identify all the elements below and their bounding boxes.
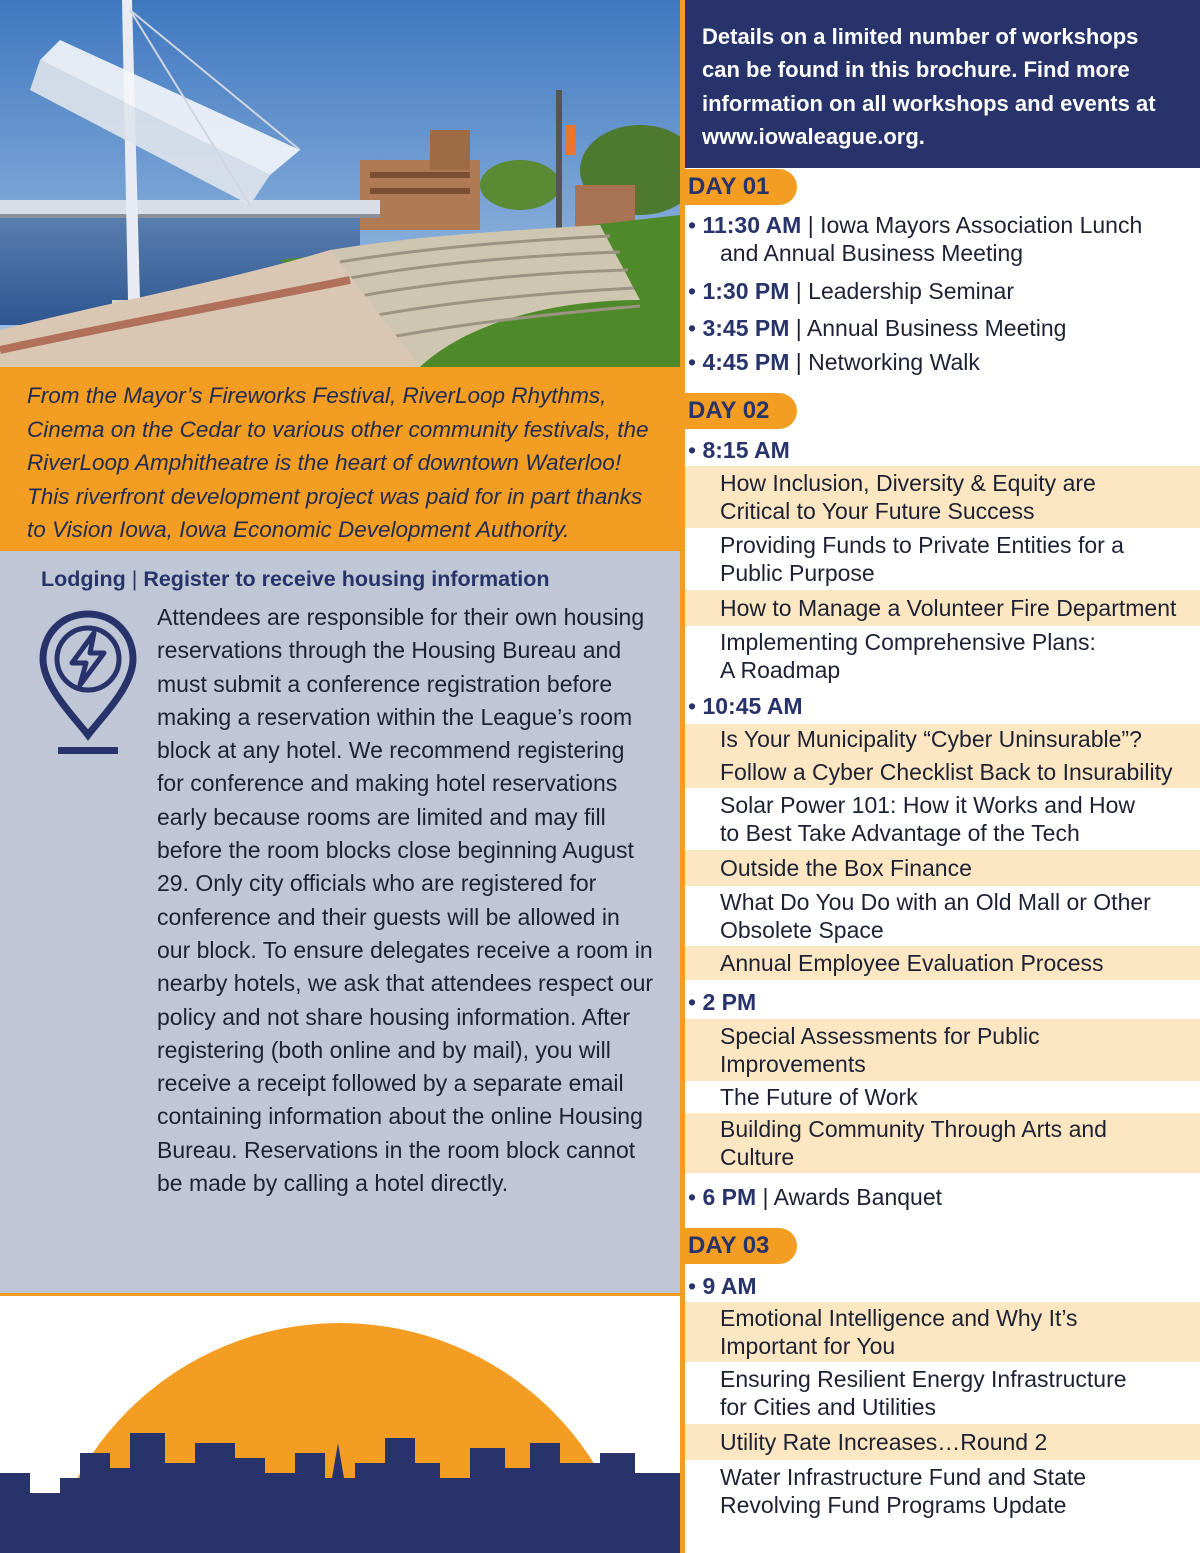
session-resilient-energy	[685, 1362, 1200, 1424]
session-special-assessments-l2: Improvements	[720, 1051, 866, 1077]
session-comprehensive-plans	[685, 626, 1200, 686]
session-cyber-l1: Is Your Municipality “Cyber Uninsurable”?	[720, 726, 1142, 752]
lodging-heading-sub: Register to receive housing information	[143, 567, 550, 591]
session-old-mall	[685, 886, 1200, 946]
day-02-tab: DAY 02	[685, 393, 797, 429]
day-03-tab: DAY 03	[685, 1228, 797, 1264]
day2-time-2pm-label: 2 PM	[702, 989, 757, 1015]
session-solar	[685, 788, 1200, 850]
lodging-heading-sep: |	[125, 567, 144, 591]
session-solar-l1: Solar Power 101: How it Works and How	[720, 792, 1136, 818]
day1-title-445: Networking Walk	[808, 349, 980, 375]
photo-caption	[0, 367, 680, 551]
session-old-mall-l2: Obsolete Space	[720, 917, 884, 943]
session-comprehensive-plans-l1: Implementing Comprehensive Plans:	[720, 629, 1096, 655]
session-resilient-energy-l1: Ensuring Resilient Energy Infrastructure	[720, 1366, 1127, 1392]
session-emotional-intelligence-l2: Important for You	[720, 1333, 896, 1359]
day1-title-1130: Iowa Mayors Association Lunch	[820, 212, 1143, 238]
session-evaluation-l1: Annual Employee Evaluation Process	[720, 950, 1104, 976]
caption-text: From the Mayor’s Fireworks Festival, RiverLoop Rhythms, Cinema on the Cedar to various other community festivals, the RiverLoop Amphitheatre is the heart of downtown Waterloo! This riverfront development project was paid for in part thanks to Vision Iowa, Iowa Economic Development Authority.	[27, 383, 649, 542]
session-future-work-l1: The Future of Work	[720, 1084, 918, 1110]
day1-time-445: 4:45 PM	[702, 349, 790, 375]
session-private-funds-l2: Public Purpose	[720, 560, 875, 586]
session-private-funds	[685, 528, 1200, 590]
lodging-body: Attendees are responsible for their own housing reservations through the Housing Bureau and must submit a conference registration before making a reservation within the League’s room block at any hotel. We recommend registering for conference and making hotel reservations early because rooms are limited and may fill before the room blocks close beginning August 29. Only city officials who are registered for conference and their guests will be allowed in our block. To ensure delegates receive a room in nearby hotels, we ask that attendees respect our policy and not share housing information. After registering (both online and by mail), you will receive a receipt followed by a separate email containing information about the online Housing Bureau. Reservations in the room block cannot be made by calling a hotel directly.	[157, 604, 654, 1197]
day1-time-130: 1:30 PM	[702, 278, 790, 304]
day2-time-2pm: • 2 PM	[688, 989, 757, 1015]
day-01-tab: DAY 01	[685, 169, 797, 205]
session-private-funds-l1: Providing Funds to Private Entities for a	[720, 532, 1124, 558]
session-old-mall-l1: What Do You Do with an Old Mall or Other	[720, 889, 1151, 915]
session-inclusion	[685, 466, 1200, 528]
session-fire-dept	[685, 590, 1200, 626]
session-solar-l2: to Best Take Advantage of the Tech	[720, 820, 1080, 846]
session-arts-culture-l1: Building Community Through Arts and	[720, 1116, 1107, 1142]
day2-title-6pm: Awards Banquet	[773, 1184, 942, 1210]
day2-item-6pm: • 6 PM | Awards Banquet	[688, 1184, 942, 1210]
session-emotional-intelligence	[685, 1302, 1200, 1362]
session-water-infrastructure-l1: Water Infrastructure Fund and State	[720, 1464, 1087, 1490]
session-outside-box	[685, 850, 1200, 886]
session-evaluation	[685, 946, 1200, 980]
intro-text: Details on a limited number of workshops can be found in this brochure. Find more information on all workshops and events at www.iowaleague.org.	[702, 24, 1156, 149]
session-arts-culture-l2: Culture	[720, 1144, 795, 1170]
location-pin-lightning-icon	[38, 609, 138, 764]
session-cyber	[685, 724, 1200, 788]
session-inclusion-l2: Critical to Your Future Success	[720, 498, 1035, 524]
session-water-infrastructure-l2: Revolving Fund Programs Update	[720, 1492, 1067, 1518]
day1-item-1130: • 11:30 AM | Iowa Mayors Association Lunch and Annual Business Meeting	[688, 211, 1193, 267]
day2-time-1045-label: 10:45 AM	[702, 693, 803, 719]
lodging-heading	[41, 567, 550, 592]
day3-time-9am-label: 9 AM	[702, 1273, 757, 1299]
right-column	[685, 0, 1200, 1553]
day2-time-6pm-label: 6 PM	[702, 1184, 757, 1210]
session-utility-rates-l1: Utility Rate Increases…Round 2	[720, 1429, 1048, 1455]
day1-time-345: 3:45 PM	[702, 315, 790, 341]
day1-item-345: • 3:45 PM | Annual Business Meeting	[688, 315, 1067, 341]
day3-time-9am: • 9 AM	[688, 1273, 757, 1299]
day2-time-815-label: 8:15 AM	[702, 437, 790, 463]
session-comprehensive-plans-l2: A Roadmap	[720, 657, 841, 683]
amphitheatre-photo	[0, 0, 680, 367]
session-cyber-l2: Follow a Cyber Checklist Back to Insurability	[720, 759, 1173, 785]
session-special-assessments-l1: Special Assessments for Public	[720, 1023, 1040, 1049]
session-future-work	[685, 1081, 1200, 1113]
day1-item-130: • 1:30 PM | Leadership Seminar	[688, 278, 1014, 304]
lodging-heading-label: Lodging	[41, 567, 126, 591]
skyline-graphic	[0, 1293, 680, 1553]
session-special-assessments	[685, 1019, 1200, 1081]
day1-title-130: Leadership Seminar	[808, 278, 1014, 304]
session-utility-rates	[685, 1424, 1200, 1460]
lodging-section	[0, 551, 680, 1293]
day2-time-1045: • 10:45 AM	[688, 693, 803, 719]
day1-title-345: Annual Business Meeting	[806, 315, 1067, 341]
session-water-infrastructure	[685, 1460, 1200, 1522]
session-emotional-intelligence-l1: Emotional Intelligence and Why It’s	[720, 1305, 1078, 1331]
session-outside-box-l1: Outside the Box Finance	[720, 855, 972, 881]
day2-time-815: • 8:15 AM	[688, 437, 790, 463]
day1-item-445: • 4:45 PM | Networking Walk	[688, 349, 980, 375]
day1-title-1130-cont: and Annual Business Meeting	[720, 240, 1024, 266]
intro-box	[685, 0, 1200, 168]
day1-time-1130: 11:30 AM	[702, 212, 802, 238]
session-resilient-energy-l2: for Cities and Utilities	[720, 1394, 937, 1420]
session-arts-culture	[685, 1113, 1200, 1173]
session-inclusion-l1: How Inclusion, Diversity & Equity are	[720, 470, 1096, 496]
session-fire-dept-l1: How to Manage a Volunteer Fire Department	[720, 595, 1177, 621]
